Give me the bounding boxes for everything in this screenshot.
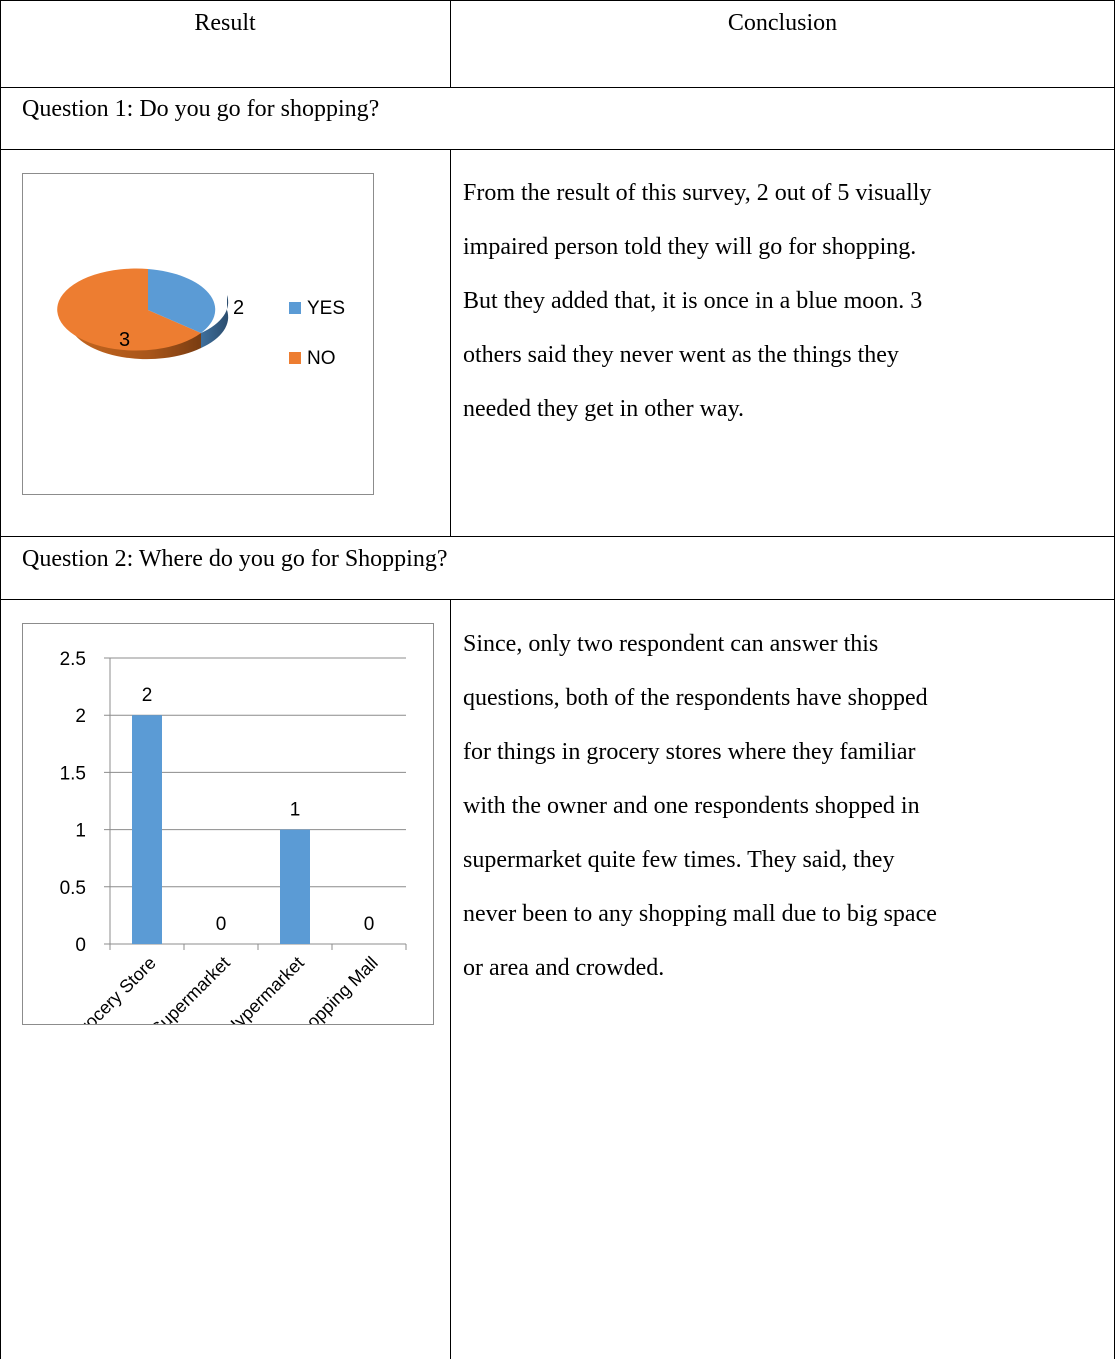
conclusion-2-line: or area and crowded. <box>463 955 665 981</box>
pie-label-no: 3 <box>119 329 131 351</box>
y-tick-label: 0.5 <box>59 877 86 899</box>
conclusion-1-line: From the result of this survey, 2 out of 5 visually <box>463 180 932 206</box>
bar-data-label: 1 <box>289 799 301 821</box>
header-result: Result <box>194 10 256 36</box>
y-tick-label: 1.5 <box>59 763 86 785</box>
x-tick-label: Hypermarket <box>220 952 308 1024</box>
conclusion-1-line: others said they never went as the things they <box>463 342 899 368</box>
pie-chart-frame <box>22 173 374 495</box>
pie-chart <box>23 174 373 494</box>
bar-data-label: 2 <box>141 685 153 707</box>
conclusion-2-line: with the owner and one respondents shopped in <box>463 793 920 819</box>
question-2-title: Question 2: Where do you go for Shopping? <box>22 546 448 572</box>
bar <box>280 830 310 944</box>
header-conclusion: Conclusion <box>727 10 838 36</box>
x-tick-label: Shopping Mall <box>287 952 382 1024</box>
row-divider-q1-body <box>0 536 1115 537</box>
y-tick-label: 1 <box>75 820 86 842</box>
y-tick-label: 0 <box>75 935 86 956</box>
conclusion-2-line: for things in grocery stores where they familiar <box>463 739 916 765</box>
bar <box>132 715 162 944</box>
conclusion-1-line: But they added that, it is once in a blue moon. 3 <box>463 288 923 314</box>
column-divider-q2 <box>450 599 451 1359</box>
conclusion-2-line: Since, only two respondent can answer this <box>463 631 879 657</box>
question-2-conclusion <box>463 617 1111 995</box>
bar-chart <box>23 624 433 1024</box>
table-border-top <box>0 0 1115 1</box>
bar-chart-frame <box>22 623 434 1025</box>
pie-label-yes: 2 <box>233 297 245 319</box>
conclusion-1-line: needed they get in other way. <box>463 396 745 422</box>
conclusion-2-line: never been to any shopping mall due to big space <box>463 901 937 927</box>
row-divider-q1-title <box>0 149 1115 150</box>
x-tick-label: Grocery Store <box>66 952 160 1024</box>
x-tick-label: Supermarket <box>146 952 234 1024</box>
legend-label-yes: YES <box>307 298 346 319</box>
y-tick-label: 2 <box>75 706 86 728</box>
question-1-title: Question 1: Do you go for shopping? <box>22 96 380 122</box>
legend-swatch-no <box>289 352 301 364</box>
conclusion-2-line: supermarket quite few times. They said, they <box>463 847 895 873</box>
row-divider-q2-title <box>0 599 1115 600</box>
row-divider-header <box>0 87 1115 88</box>
question-1-conclusion <box>463 166 1111 436</box>
bar-data-label: 0 <box>363 914 375 935</box>
y-tick-label: 2.5 <box>59 649 86 670</box>
conclusion-1-line: impaired person told they will go for shopping. <box>463 234 917 260</box>
conclusion-2-line: questions, both of the respondents have shopped <box>463 685 928 711</box>
legend-swatch-yes <box>289 302 301 314</box>
legend-label-no: NO <box>307 348 336 369</box>
bar-data-label: 0 <box>215 914 227 935</box>
table-border-left <box>0 0 1 1359</box>
column-divider-q1 <box>450 149 451 536</box>
